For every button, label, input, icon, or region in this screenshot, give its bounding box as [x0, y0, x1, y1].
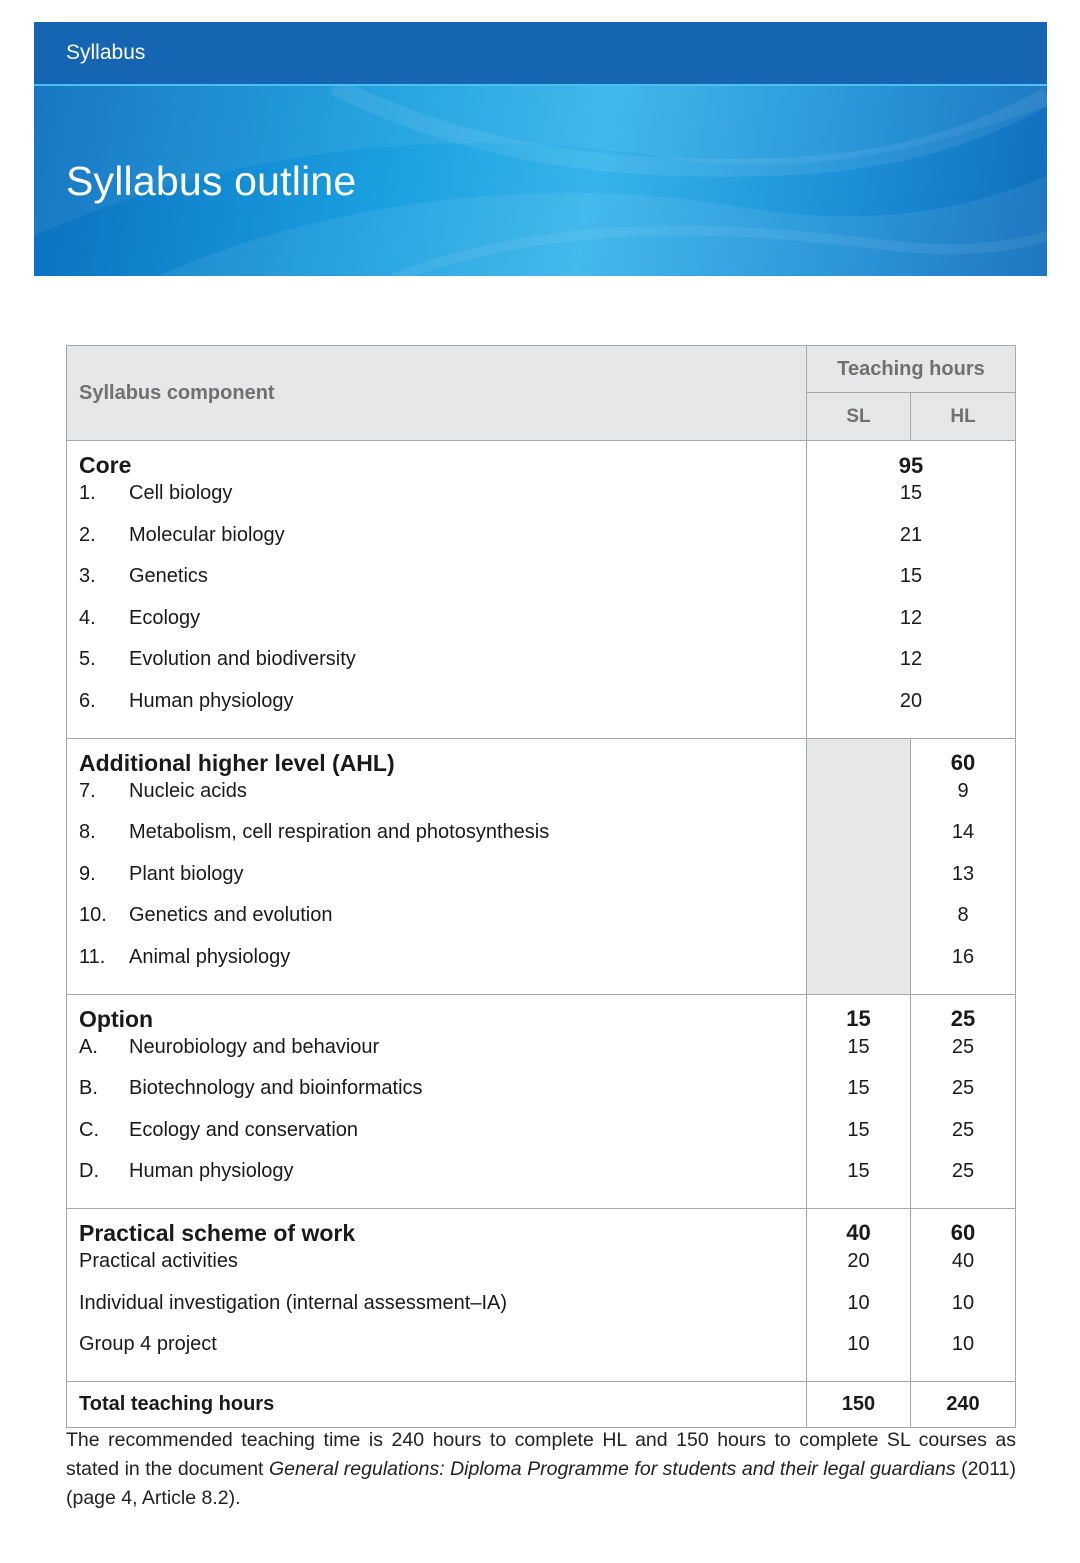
core-section — [67, 441, 1016, 739]
hours-value: 40 — [951, 1249, 975, 1272]
list-item: D. Human physiology — [79, 1160, 294, 1183]
teaching-hours-header: Teaching hours — [807, 346, 1016, 393]
hours-value: 25 — [951, 1118, 975, 1141]
page-title: Syllabus outline — [66, 158, 357, 204]
core-hours — [807, 441, 1016, 739]
syllabus-component-header: Syllabus component — [67, 346, 807, 441]
list-item: C. Ecology and conservation — [79, 1118, 359, 1141]
option-hl-total: 25 — [950, 1006, 976, 1032]
ahl-hl-total: 60 — [950, 750, 976, 776]
section-label: Syllabus — [66, 41, 146, 64]
core-total: 95 — [898, 452, 924, 478]
hours-value: 25 — [951, 1035, 975, 1058]
core-components — [67, 441, 807, 739]
option-components — [67, 994, 807, 1208]
core-title: Core — [79, 452, 132, 478]
total-row — [67, 1381, 1016, 1427]
option-hl-hours — [911, 994, 1016, 1208]
ahl-hl-hours — [911, 738, 1016, 994]
hours-value: 15 — [847, 1160, 870, 1183]
list-item: 3. Genetics — [79, 565, 208, 588]
hours-value: 16 — [951, 945, 975, 968]
list-item: 9. Plant biology — [79, 862, 244, 885]
total-hl: 240 — [911, 1381, 1016, 1427]
list-item: 5. Evolution and biodiversity — [79, 648, 356, 671]
list-item: 1. Cell biology — [79, 482, 233, 504]
hours-value: 13 — [951, 862, 975, 885]
footnote-text-2: (2011) (page 4, Article 8.2). — [66, 1458, 1016, 1509]
list-item: 11. Animal physiology — [79, 945, 291, 968]
list-item: B. Biotechnology and bioinformatics — [79, 1077, 423, 1100]
footnote — [66, 1426, 1016, 1513]
list-item: Group 4 project — [79, 1333, 217, 1356]
hours-value: 15 — [847, 1077, 870, 1100]
hours-value: 14 — [951, 821, 975, 844]
practical-components — [67, 1208, 807, 1381]
list-item: 10. Genetics and evolution — [79, 904, 333, 927]
hours-value: 20 — [899, 689, 923, 712]
footnote-document-title: General regulations: Diploma Programme for students and their legal guardians — [268, 1458, 956, 1480]
option-sl-total: 15 — [846, 1006, 871, 1032]
footnote-text-1: The recommended teaching time is 240 hours to complete HL and 150 hours to complete SL courses as stated in the document — [66, 1429, 1016, 1480]
list-item: A. Neurobiology and behaviour — [79, 1035, 380, 1058]
hours-value: 10 — [951, 1333, 975, 1356]
practical-section — [67, 1208, 1016, 1381]
practical-hl-hours — [911, 1208, 1016, 1381]
ahl-sl-empty-cell — [807, 738, 911, 994]
total-sl: 150 — [807, 1381, 911, 1427]
list-item: 4. Ecology — [79, 606, 201, 629]
hl-header: HL — [911, 393, 1016, 441]
hours-value: 10 — [847, 1333, 870, 1356]
hours-value: 21 — [899, 523, 923, 546]
option-section — [67, 994, 1016, 1208]
ahl-section — [67, 738, 1016, 994]
hours-value: 12 — [899, 648, 923, 671]
hours-value: 15 — [847, 1118, 870, 1141]
hours-value: 10 — [951, 1291, 975, 1314]
list-item: Practical activities — [79, 1249, 238, 1272]
hours-value: 25 — [951, 1160, 975, 1183]
practical-sl-hours — [807, 1208, 911, 1381]
hours-value: 15 — [899, 565, 923, 588]
list-item: 6. Human physiology — [79, 689, 294, 712]
section-header-bar — [34, 22, 1047, 84]
practical-hl-total: 60 — [950, 1220, 976, 1246]
hours-value: 25 — [951, 1077, 975, 1100]
hours-value: 15 — [899, 482, 923, 504]
hours-value: 15 — [847, 1035, 870, 1058]
practical-sl-total: 40 — [846, 1220, 871, 1246]
list-item: 8. Metabolism, cell respiration and photosynthesis — [79, 821, 550, 844]
table-header-row-1 — [67, 346, 1016, 393]
hours-value: 9 — [957, 779, 969, 802]
title-banner — [34, 84, 1047, 276]
list-item: 2. Molecular biology — [79, 523, 285, 546]
sl-header: SL — [807, 393, 911, 441]
list-item: Individual investigation (internal assessment–IA) — [79, 1291, 507, 1314]
hours-value: 20 — [847, 1249, 870, 1272]
ahl-title: Additional higher level (AHL) — [79, 749, 395, 776]
hours-value: 8 — [957, 904, 969, 927]
option-sl-hours — [807, 994, 911, 1208]
practical-title: Practical scheme of work — [79, 1219, 356, 1246]
option-title: Option — [79, 1005, 154, 1032]
hours-value: 12 — [899, 606, 923, 629]
ahl-components — [67, 738, 807, 994]
syllabus-table — [66, 345, 1016, 1428]
hours-value: 10 — [847, 1291, 870, 1314]
total-label: Total teaching hours — [67, 1381, 807, 1427]
list-item: 7. Nucleic acids — [79, 779, 247, 802]
